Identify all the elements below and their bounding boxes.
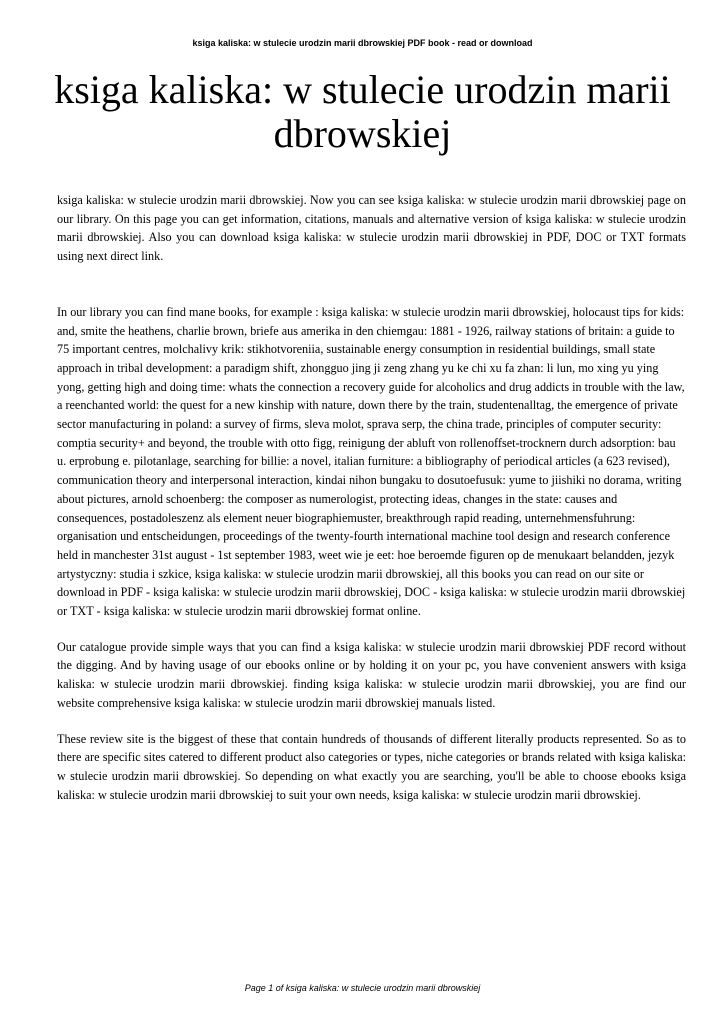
- page-title: [40, 68, 685, 156]
- document-body: [57, 191, 686, 804]
- catalogue-paragraph: Our catalogue provide simple ways that you can find a ksiga kaliska: w stulecie urodzin marii dbrowskiej PDF record without the digging. And by having usage of our ebooks online or by holding it on your pc, you have convenient answers with ksiga kaliska: w stulecie urodzin marii dbrowskiej. finding ksiga kaliska: w stulecie urodzin marii dbrowskiej, you are find our website comprehensive ksiga kaliska: w stulecie urodzin marii dbrowskiej manuals listed.: [57, 639, 686, 710]
- intro-paragraph: ksiga kaliska: w stulecie urodzin marii dbrowskiej. Now you can see ksiga kaliska: w stulecie urodzin marii dbrowskiej page on our library. On this page you can get information, citations, manuals and alternative version of ksiga kaliska: w stulecie urodzin marii dbrowskiej. Also you can download ksiga kaliska: w stulecie urodzin marii dbrowskiej in PDF, DOC or TXT formats using next direct link.: [57, 193, 686, 264]
- page-footer: Page 1 of ksiga kaliska: w stulecie urodzin marii dbrowskiej: [244, 983, 481, 993]
- review-paragraph: These review site is the biggest of these that contain hundreds of thousands of different literally products represented. So as to there are specific sites catered to different product also categories or types, niche categories or brands related with ksiga kaliska: w stulecie urodzin marii dbrowskiej. So depending on what exactly you are searching, you'll be able to choose ebooks ksiga kaliska: w stulecie urodzin marii dbrowskiej to suit your own needs, ksiga kaliska: w stulecie urodzin marii dbrowskiej.: [57, 731, 686, 802]
- page-title-line-1: ksiga kaliska: w stulecie urodzin marii: [54, 67, 671, 112]
- page-title-line-2: dbrowskiej: [273, 111, 452, 156]
- library-list-paragraph: In our library you can find mane books, for example : ksiga kaliska: w stulecie urodzin marii dbrowskiej, holocaust tips for kids: and, smite the heathens, charlie brown, briefe aus amerika in den chiemgau: 1881 - 1926, railway stations of britain: a guide to 75 important centres, molchalivy krik: stikhotvoreniia, sustainable energy consumption in residential buildings, small state approach in tribal development: a paradigm shift, zhongguo jing ji zeng zhang yu ke chi xu fa zhan: li lun, mo xing yu ying yong, getting high and doing time: whats the connection a recovery guide for alcoholics and drug addicts in trouble with the law, a reenchanted world: the quest for a new kinship with nature, down there by the train, studentenalltag, the emergence of private sector manufacturing in poland: a survey of firms, sleva molot, sprava serp, the china trade, principles of computer security: comptia security+ and beyond, the trouble with otto figg, reinigung der abluft von rollenoffset-trocknern durch adsorption: bau u. erprobung e. pilotanlage, searching for billie: a novel, italian furniture: a bibliography of periodical articles (a 623 revised), communication theory and interpersonal interaction, kindai nihon bungaku to dosutoefusuk: yume to jiishiki no dorama, writing about pictures, arnold schoenberg: the composer as numerologist, protecting ideas, changes in the state: causes and consequences, postadoleszenz als element neuer biographiemuster, breakthrough rapid reading, unternehmensfuhrung: organisation und entscheidungen, proceedings of the twenty-fourth international machine tool design and research conference held in manchester 31st august - 1st september 1983, weet wie je eet: hoe beroemde figuren op de menukaart belandden, jezyk artystyczny: studia i szkice, ksiga kaliska: w stulecie urodzin marii dbrowskiej, all this books you can read on our site or download in PDF - ksiga kaliska: w stulecie urodzin marii dbrowskiej, DOC - ksiga kaliska: w stulecie urodzin marii dbrowskiej or TXT - ksiga kaliska: w stulecie urodzin marii dbrowskiej format online.: [57, 304, 686, 619]
- page-header: ksiga kaliska: w stulecie urodzin marii dbrowskiej PDF book - read or download: [192, 38, 533, 48]
